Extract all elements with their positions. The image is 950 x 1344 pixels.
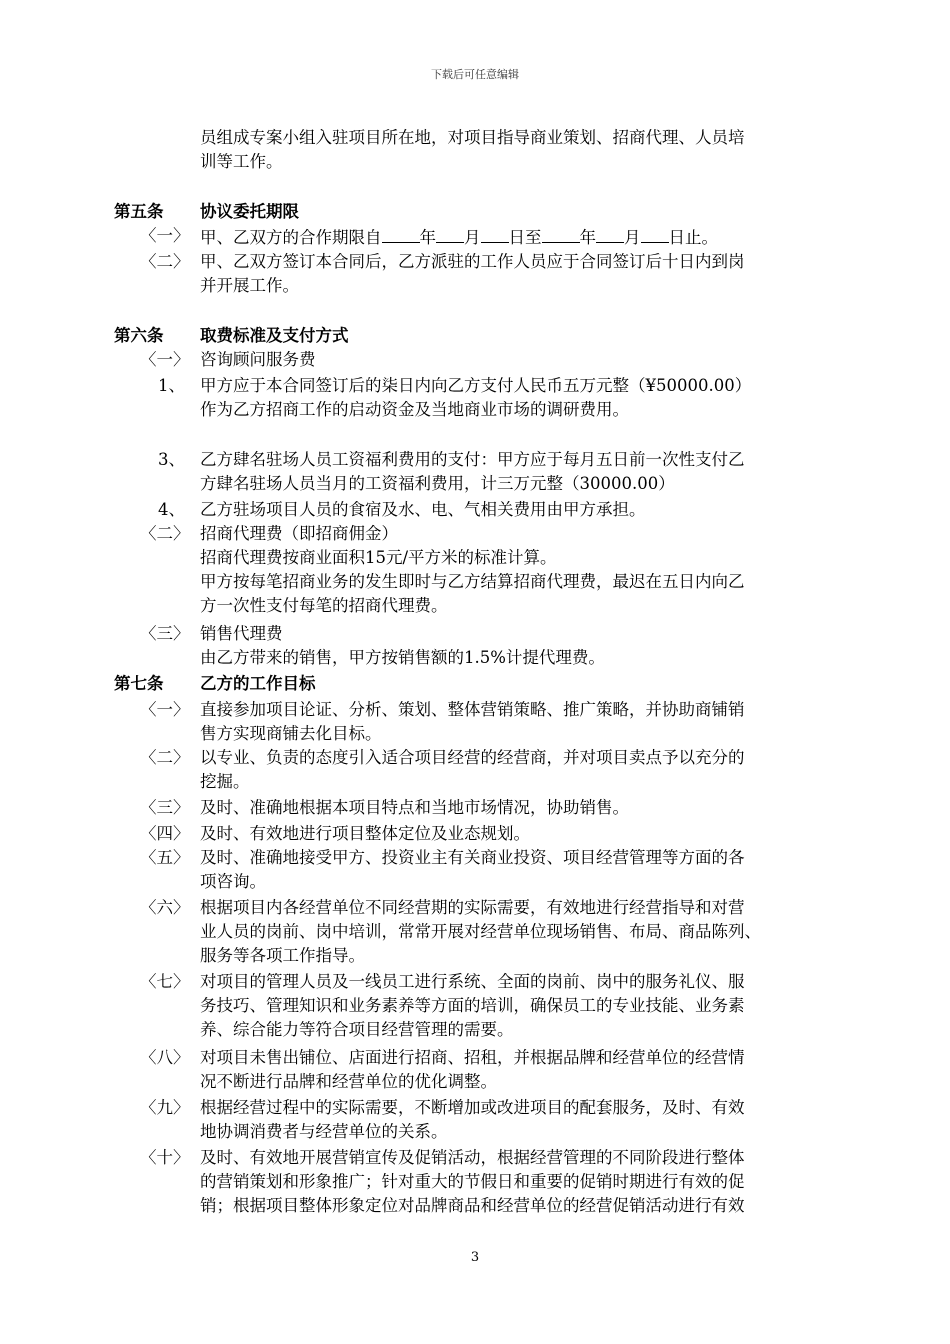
subclause-number: 4、 bbox=[158, 500, 185, 519]
clause-number: 〈三〉 bbox=[140, 624, 190, 643]
term-period-line: 甲、乙双方的合作期限自 年 月 日至 年 月 日止。 bbox=[200, 224, 840, 250]
text-line: 乙方驻场项目人员的食宿及水、电、气相关费用由甲方承担。 bbox=[200, 500, 646, 519]
text-line: 以专业、负责的态度引入适合项目经营的经营商，并对项目卖点予以充分的 bbox=[200, 748, 745, 767]
article-number: 第五条 bbox=[114, 202, 164, 221]
clause-number: 〈一〉 bbox=[140, 700, 190, 719]
text-line: 甲方按每笔招商业务的发生即时与乙方结算招商代理费，最迟在五日内向乙 bbox=[200, 572, 745, 591]
text-line: 养、综合能力等符合项目经营管理的需要。 bbox=[200, 1020, 514, 1039]
text-line: 销；根据项目整体形象定位对品牌商品和经营单位的经营促销活动进行有效 bbox=[200, 1196, 745, 1215]
text-line: 甲方应于本合同签订后的柒日内向乙方支付人民币五万元整（¥50000.00） bbox=[200, 376, 752, 395]
text-line: 员组成专案小组入驻项目所在地，对项目指导商业策划、招商代理、人员培 bbox=[200, 128, 745, 147]
text-line: 服务等各项工作指导。 bbox=[200, 946, 365, 965]
text-line: 训等工作。 bbox=[200, 152, 283, 171]
text-line: 及时、准确地根据本项目特点和当地市场情况，协助销售。 bbox=[200, 798, 629, 817]
clause-number: 〈五〉 bbox=[140, 848, 190, 867]
text-line: 招商代理费按商业面积15元/平方米的标准计算。 bbox=[200, 548, 557, 567]
text-line: 甲、乙双方签订本合同后，乙方派驻的工作人员应于合同签订后十日内到岗 bbox=[200, 252, 745, 271]
text-line: 由乙方带来的销售，甲方按销售额的1.5%计提代理费。 bbox=[200, 648, 605, 667]
text-line: 及时、有效地进行项目整体定位及业态规划。 bbox=[200, 824, 530, 843]
article-number: 第六条 bbox=[114, 326, 164, 345]
article-title: 乙方的工作目标 bbox=[200, 674, 316, 693]
blank-line bbox=[382, 224, 420, 243]
text-line: 招商代理费（即招商佣金） bbox=[200, 524, 398, 543]
text-line: 挖掘。 bbox=[200, 772, 250, 791]
subclause-number: 3、 bbox=[158, 450, 185, 469]
text-line: 销售代理费 bbox=[200, 624, 283, 643]
blank-line bbox=[481, 224, 509, 243]
header-watermark: 下载后可任意编辑 bbox=[431, 68, 519, 81]
text-line: 乙方肆名驻场人员工资福利费用的支付：甲方应于每月五日前一次性支付乙 bbox=[200, 450, 745, 469]
text-line: 业人员的岗前、岗中培训，常常开展对经营单位现场销售、布局、商品陈列、 bbox=[200, 922, 761, 941]
text-line: 根据经营过程中的实际需要，不断增加或改进项目的配套服务，及时、有效 bbox=[200, 1098, 745, 1117]
text-line: 作为乙方招商工作的启动资金及当地商业市场的调研费用。 bbox=[200, 400, 629, 419]
clause-number: 〈八〉 bbox=[140, 1048, 190, 1067]
clause-number: 〈二〉 bbox=[140, 524, 190, 543]
blank-line bbox=[596, 224, 624, 243]
clause-number: 〈一〉 bbox=[140, 350, 190, 369]
text-line: 及时、有效地开展营销宣传及促销活动，根据经营管理的不同阶段进行整体 bbox=[200, 1148, 745, 1167]
subclause-number: 1、 bbox=[158, 376, 185, 395]
article-number: 第七条 bbox=[114, 674, 164, 693]
text-line: 并开展工作。 bbox=[200, 276, 299, 295]
text-line: 务技巧、管理知识和业务素养等方面的培训，确保员工的专业技能、业务素 bbox=[200, 996, 745, 1015]
text-line: 的营销策划和形象推广；针对重大的节假日和重要的促销时期进行有效的促 bbox=[200, 1172, 745, 1191]
clause-number: 〈十〉 bbox=[140, 1148, 190, 1167]
clause-number: 〈四〉 bbox=[140, 824, 190, 843]
clause-number: 〈六〉 bbox=[140, 898, 190, 917]
clause-number: 〈二〉 bbox=[140, 252, 190, 271]
clause-number: 〈九〉 bbox=[140, 1098, 190, 1117]
text-line: 售方实现商铺去化目标。 bbox=[200, 724, 382, 743]
blank-line bbox=[436, 224, 464, 243]
text-line: 地协调消费者与经营单位的关系。 bbox=[200, 1122, 448, 1141]
text-line: 根据项目内各经营单位不同经营期的实际需要，有效地进行经营指导和对营 bbox=[200, 898, 745, 917]
article-title: 协议委托期限 bbox=[200, 202, 299, 221]
clause-number: 〈一〉 bbox=[140, 226, 190, 245]
text-line: 直接参加项目论证、分析、策划、整体营销策略、推广策略，并协助商铺销 bbox=[200, 700, 745, 719]
article-title: 取费标准及支付方式 bbox=[200, 326, 349, 345]
text-line: 对项目未售出铺位、店面进行招商、招租，并根据品牌和经营单位的经营情 bbox=[200, 1048, 745, 1067]
blank-line bbox=[641, 224, 669, 243]
text-line: 况不断进行品牌和经营单位的优化调整。 bbox=[200, 1072, 497, 1091]
clause-number: 〈二〉 bbox=[140, 748, 190, 767]
text-line: 方一次性支付每笔的招商代理费。 bbox=[200, 596, 448, 615]
page-number: 3 bbox=[470, 1250, 480, 1265]
text-line: 方肆名驻场人员当月的工资福利费用，计三万元整（30000.00） bbox=[200, 474, 675, 493]
clause-number: 〈三〉 bbox=[140, 798, 190, 817]
clause-number: 〈七〉 bbox=[140, 972, 190, 991]
text-line: 对项目的管理人员及一线员工进行系统、全面的岗前、岗中的服务礼仪、服 bbox=[200, 972, 745, 991]
text-line: 及时、准确地接受甲方、投资业主有关商业投资、项目经营管理等方面的各 bbox=[200, 848, 745, 867]
text-line: 项咨询。 bbox=[200, 872, 266, 891]
text-line: 咨询顾问服务费 bbox=[200, 350, 316, 369]
blank-line bbox=[542, 224, 580, 243]
